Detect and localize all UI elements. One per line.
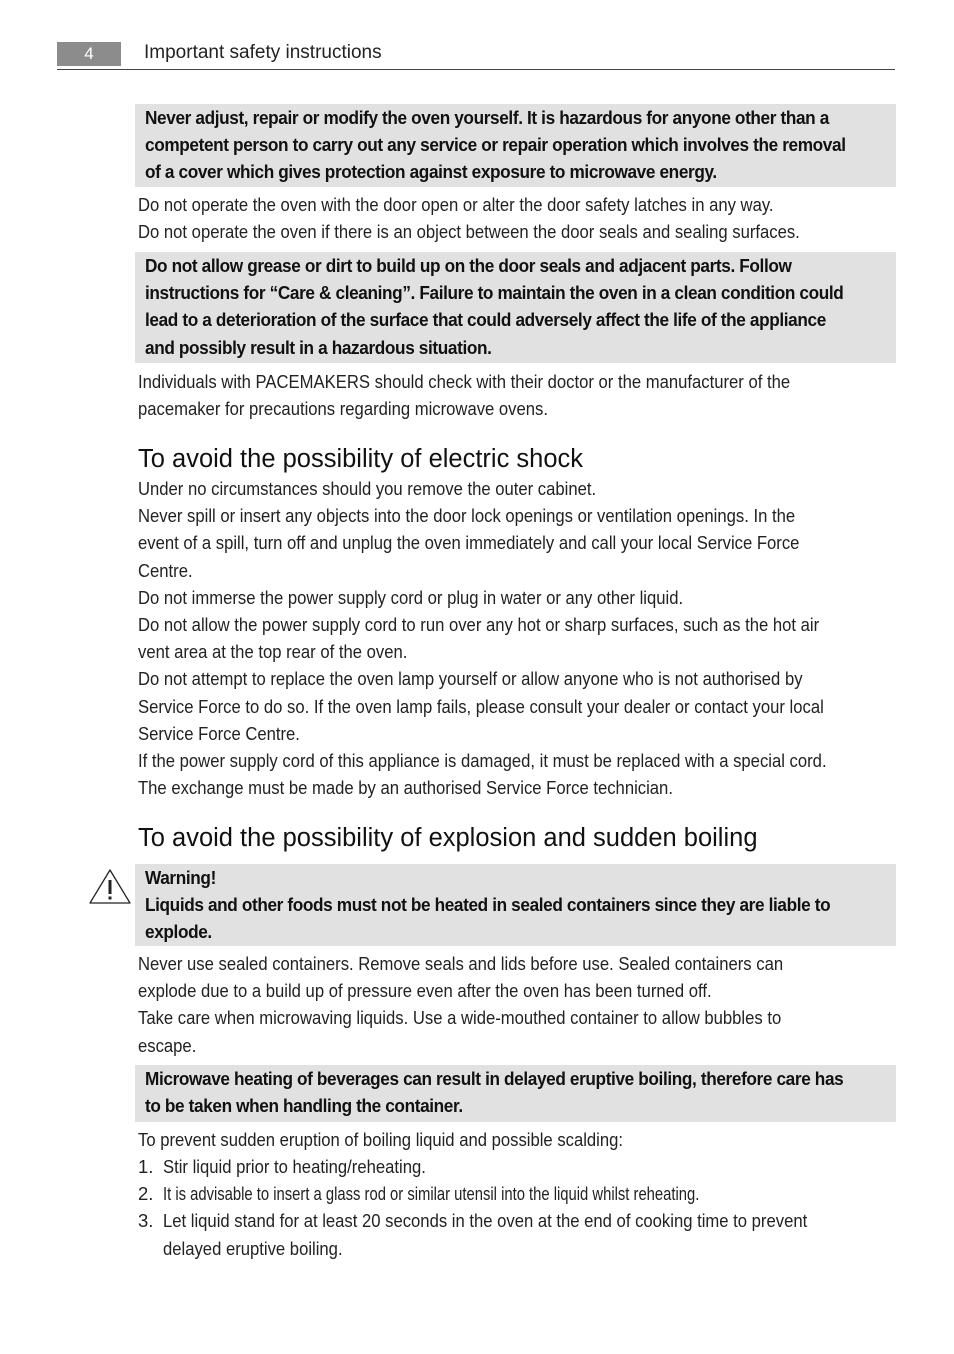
warning-box-repair [135, 104, 896, 187]
text-line: Never spill or insert any objects into the door lock openings or ventilation openings. In the [138, 505, 796, 527]
paragraph-pacemakers [138, 368, 898, 422]
paragraph-prevent [138, 1126, 898, 1153]
text-line: Centre. [138, 559, 193, 581]
list-item [138, 1207, 898, 1261]
numbered-list [138, 1153, 898, 1262]
list-text: It is advisable to insert a glass rod or similar utensil into the liquid whilst reheating. [163, 1183, 700, 1205]
section-title: Important safety instructions [144, 42, 382, 63]
list-item [138, 1180, 898, 1207]
warning-box-beverages [135, 1065, 896, 1122]
text-line: event of a spill, turn off and unplug the oven immediately and call your local Service Force [138, 532, 800, 554]
text-line: vent area at the top rear of the oven. [138, 641, 408, 663]
heading-explosion: To avoid the possibility of explosion and sudden boiling [138, 824, 758, 852]
paragraph-electric-shock [138, 475, 898, 801]
text-line: Do not allow the power supply cord to run over any hot or sharp surfaces, such as the hot air [138, 614, 820, 636]
box-line: explode. [145, 921, 212, 943]
text-line: Do not immerse the power supply cord or plug in water or any other liquid. [138, 586, 684, 608]
list-number: 3. [138, 1210, 154, 1232]
text-line: Do not operate the oven if there is an object between the door seals and sealing surfaces. [138, 221, 800, 243]
heading-electric-shock: To avoid the possibility of electric shock [138, 445, 584, 473]
box-line: Never adjust, repair or modify the oven yourself. It is hazardous for anyone other than a [145, 107, 829, 128]
list-text: delayed eruptive boiling. [163, 1237, 343, 1259]
text-line: Service Force Centre. [138, 722, 300, 744]
text-line: Do not attempt to replace the oven lamp yourself or allow anyone who is not authorised by [138, 668, 803, 690]
box-line: lead to a deterioration of the surface that could adversely affect the life of the appliance [145, 309, 826, 331]
box-line: of a cover which gives protection against exposure to microwave energy. [145, 161, 717, 183]
paragraph-door [138, 191, 898, 245]
warning-triangle-icon [88, 868, 132, 906]
list-text: Let liquid stand for at least 20 seconds in the oven at the end of cooking time to prevent [163, 1210, 808, 1232]
box-line: to be taken when handling the container. [145, 1095, 463, 1117]
box-line: Do not allow grease or dirt to build up on the door seals and adjacent parts. Follow [145, 255, 792, 276]
list-number: 1. [138, 1156, 154, 1177]
list-number: 2. [138, 1183, 154, 1205]
paragraph-containers [138, 950, 898, 1059]
box-line: Microwave heating of beverages can result in delayed eruptive boiling, therefore care has [145, 1068, 844, 1089]
text-line: Never use sealed containers. Remove seals and lids before use. Sealed containers can [138, 953, 784, 974]
text-line: If the power supply cord of this appliance is damaged, it must be replaced with a special cord. [138, 750, 827, 772]
list-item [138, 1153, 898, 1180]
box-line: and possibly result in a hazardous situation. [145, 336, 492, 358]
text-line: The exchange must be made by an authorised Service Force technician. [138, 777, 673, 799]
text-line: Take care when microwaving liquids. Use a wide-mouthed container to allow bubbles to [138, 1007, 782, 1029]
page-header [57, 40, 895, 70]
text-line: Do not operate the oven with the door open or alter the door safety latches in any way. [138, 194, 774, 215]
warning-box-sealed-containers [135, 864, 896, 946]
page-number: 4 [57, 42, 121, 66]
box-line: instructions for “Care & cleaning”. Failure to maintain the oven in a clean condition could [145, 282, 844, 304]
text-line: To prevent sudden eruption of boiling liquid and possible scalding: [138, 1129, 624, 1150]
text-line: explode due to a build up of pressure even after the oven has been turned off. [138, 980, 712, 1002]
box-line: Liquids and other foods must not be heated in sealed containers since they are liable to [145, 894, 831, 916]
text-line: Service Force to do so. If the oven lamp fails, please consult your dealer or contact your local [138, 695, 824, 717]
text-line: escape. [138, 1034, 197, 1056]
text-line: Under no circumstances should you remove the outer cabinet. [138, 478, 597, 499]
box-line: competent person to carry out any service or repair operation which involves the removal [145, 134, 846, 156]
box-line: Warning! [145, 867, 216, 888]
text-line: Individuals with PACEMAKERS should check with their doctor or the manufacturer of the [138, 371, 791, 392]
text-line: pacemaker for precautions regarding microwave ovens. [138, 398, 548, 420]
warning-box-grease [135, 252, 896, 363]
list-text: Stir liquid prior to heating/reheating. [163, 1156, 426, 1177]
